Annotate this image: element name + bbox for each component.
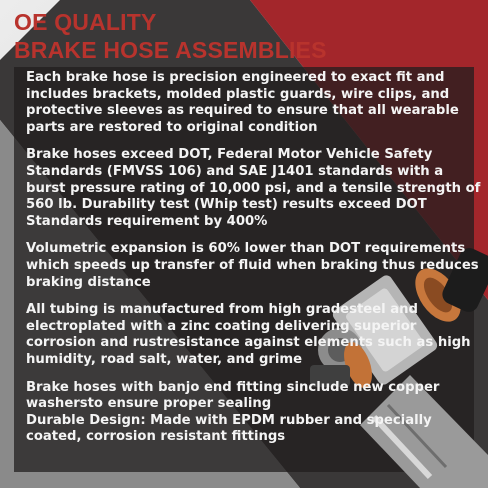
title-line-2: BRAKE HOSE ASSEMBLIES — [14, 37, 327, 63]
paragraph-tubing: All tubing is manufactured from high gradesteel and electroplated with a zinc coating delivering superior corrosion and rustresistance against elements such as high humidity, road salt, water, and grime — [26, 302, 471, 367]
page-title — [14, 8, 327, 64]
paragraph-banjo: Brake hoses with banjo end fitting sinclude new copper washersto ensure proper sealing — [26, 379, 440, 412]
paragraph-durable: Durable Design: Made with EPDM rubber and specially coated, corrosion resistant fittings — [26, 412, 432, 445]
description-text — [26, 70, 482, 446]
paragraph-expansion: Volumetric expansion is 60% lower than DOT requirements which speeds up transfer of fluid when braking thus reduces braking distance — [26, 241, 479, 290]
paragraph-fit: Each brake hose is precision engineered to exact fit and includes brackets, molded plastic guards, wire clips, and protective sleeves as required to ensure that all wearable parts are restored to original condition — [26, 70, 459, 135]
paragraph-standards: Brake hoses exceed DOT, Federal Motor Vehicle Safety Standards (FMVSS 106) and SAE J1401 standards with a burst pressure rating of 10,000 psi, and a tensile strength of 560 lb. Durability test (Whip test) results exceed DOT Standards requirement by 400% — [26, 147, 481, 229]
title-line-1: OE QUALITY — [14, 9, 157, 35]
